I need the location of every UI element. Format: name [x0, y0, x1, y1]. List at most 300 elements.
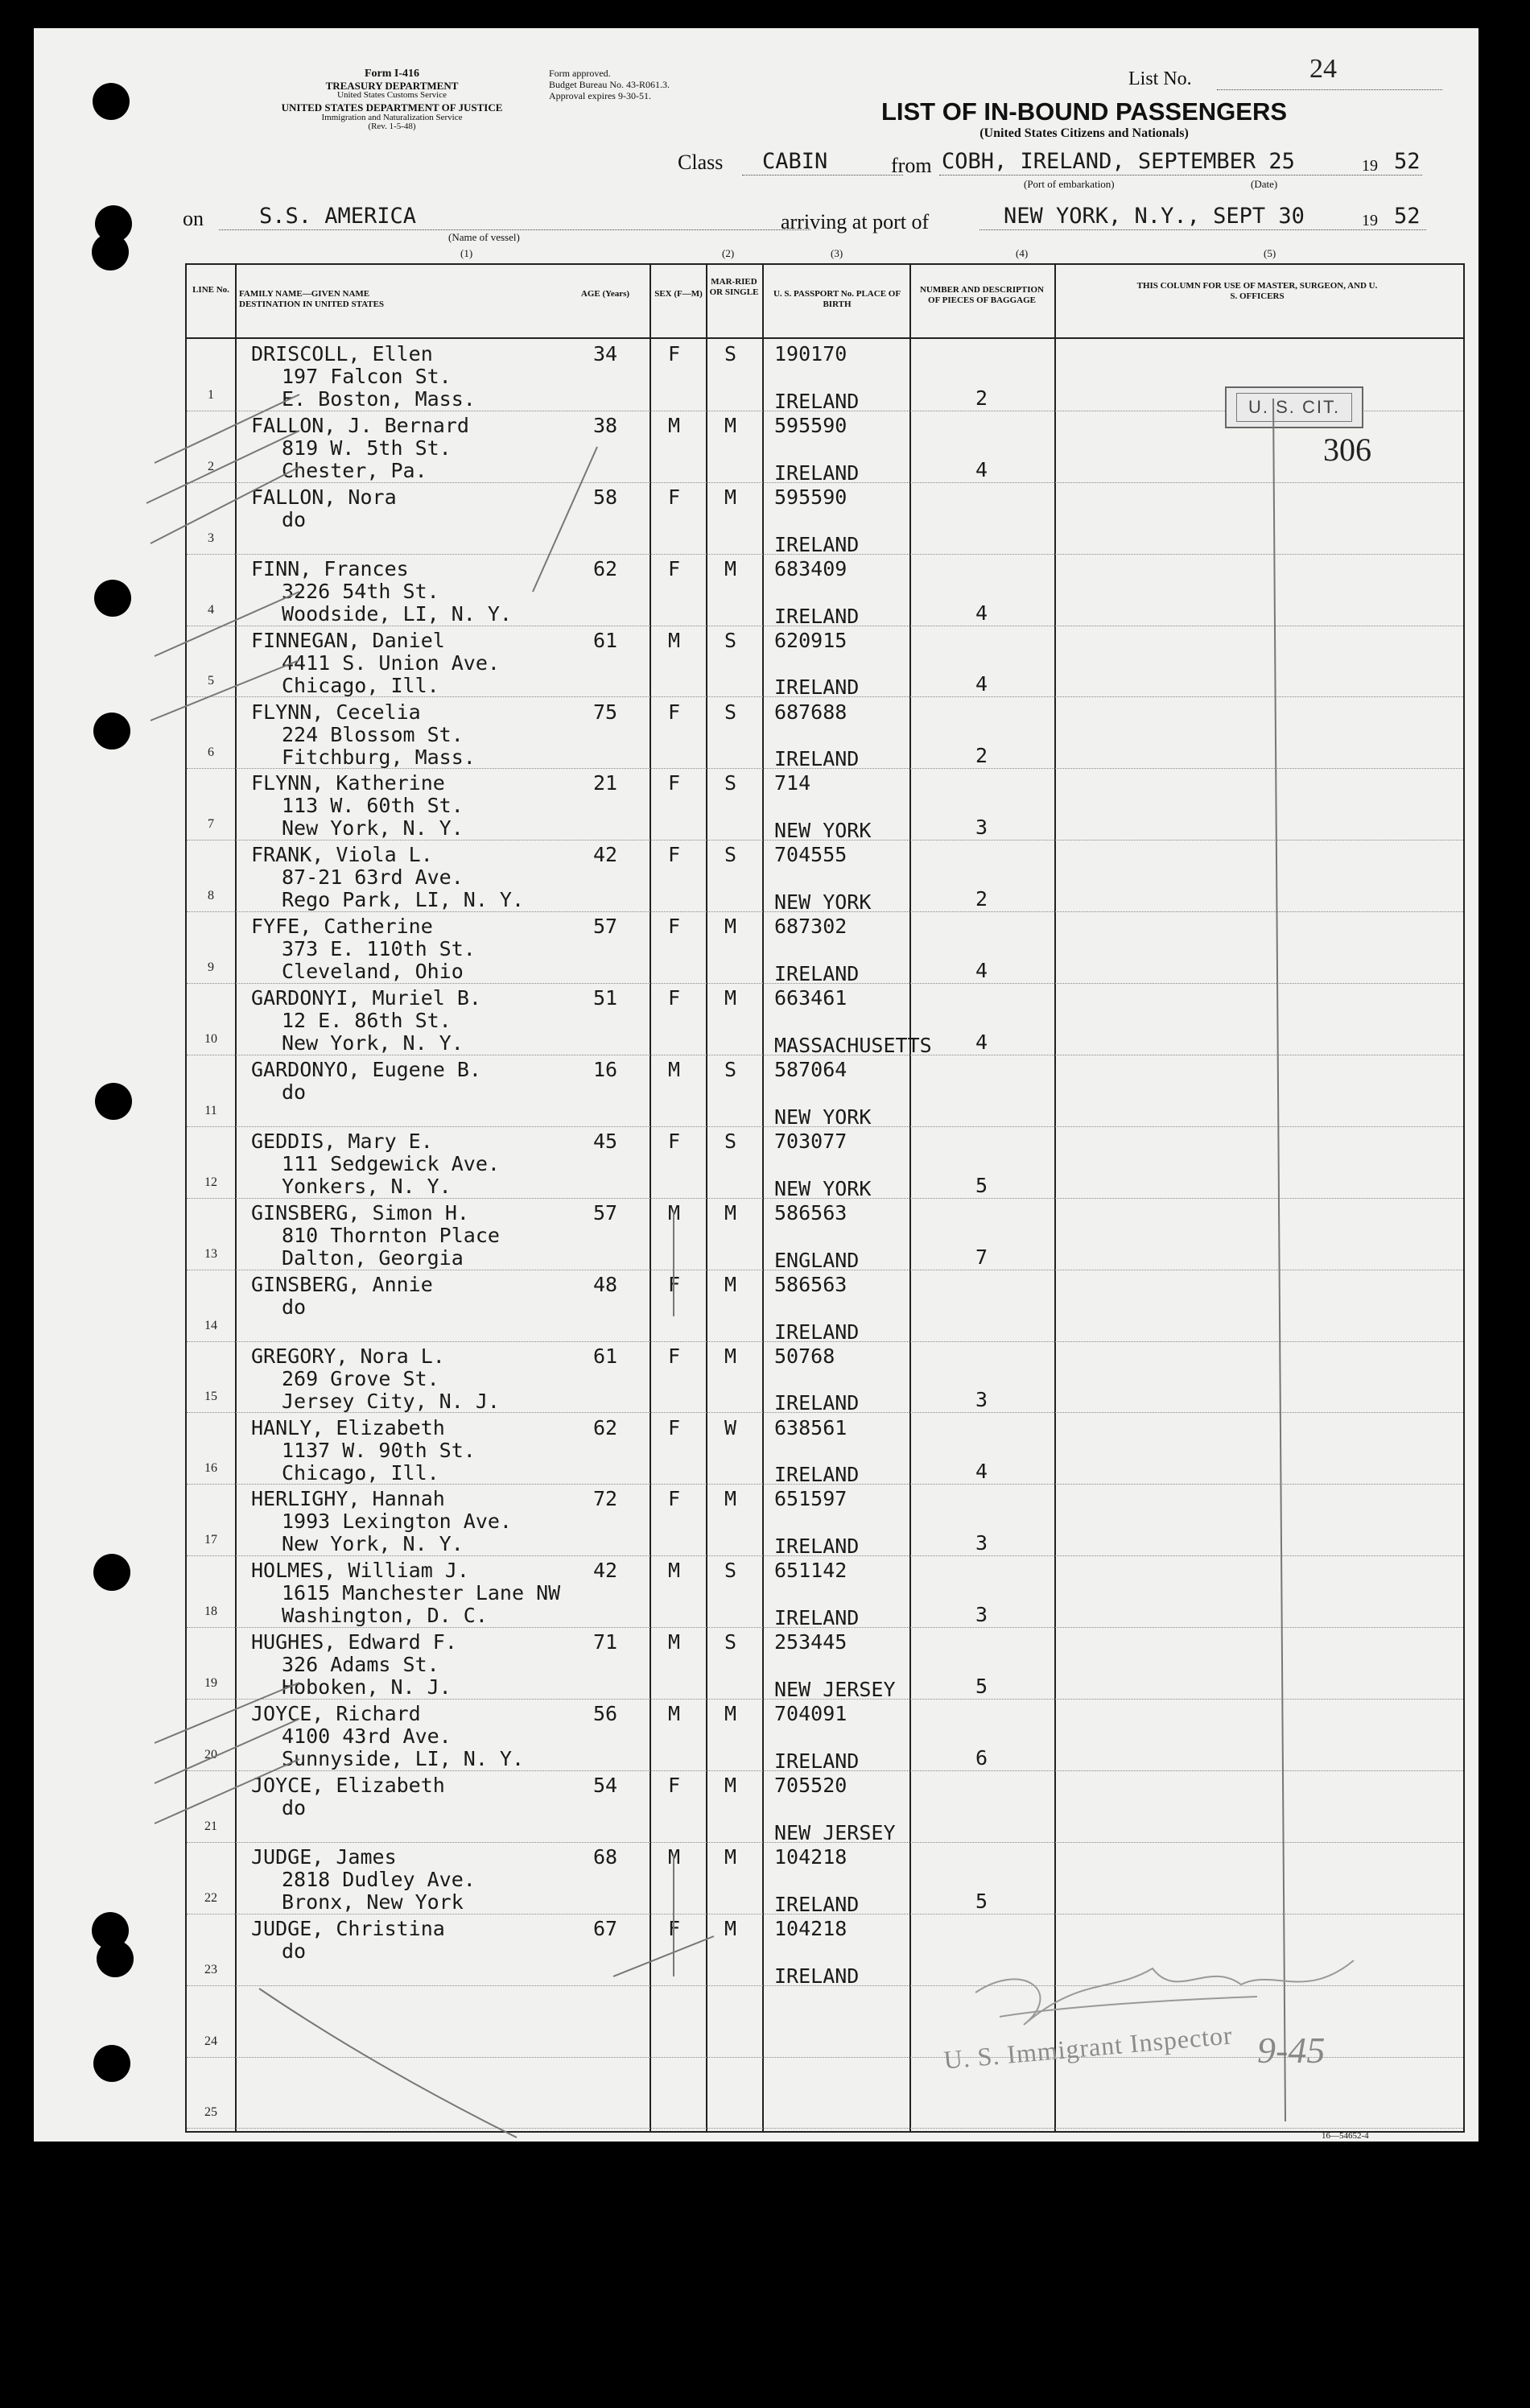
cell-passport: 595590 — [774, 413, 847, 437]
cell-age: 67 — [593, 1916, 618, 1940]
cell-sex: M — [668, 1630, 681, 1654]
date-caption: (Date) — [1251, 178, 1278, 190]
col-header-line: LINE No. — [192, 285, 229, 295]
punch-hole — [93, 1554, 130, 1591]
cell-ms: M — [724, 1200, 737, 1225]
col-number-1: (1) — [460, 247, 473, 259]
cell-addr1: do — [282, 1796, 307, 1819]
us-citizen-stamp — [1225, 386, 1363, 428]
vessel-caption: (Name of vessel) — [448, 231, 520, 243]
cell-sex: M — [668, 1844, 681, 1869]
cell-birth: IRELAND — [774, 461, 860, 485]
cell-birth: ENGLAND — [774, 1248, 860, 1272]
cell-addr2: Jersey City, N. J. — [282, 1389, 500, 1413]
cell-ms: S — [724, 843, 737, 867]
port-caption: (Port of embarkation) — [1024, 178, 1115, 190]
footer-code: 16—54652-4 — [1322, 2131, 1369, 2141]
cell-name: GREGORY, Nora L. — [251, 1344, 445, 1368]
cell-birth: IRELAND — [774, 1964, 860, 1988]
cell-passport: 104218 — [774, 1844, 847, 1869]
punch-hole — [92, 233, 129, 271]
cell-bags: 4 — [975, 672, 988, 696]
cell-age: 62 — [593, 556, 618, 580]
class-value: CABIN — [762, 149, 828, 174]
table-row — [187, 1055, 1463, 1129]
col-header-officers: THIS COLUMN FOR USE OF MASTER, SURGEON, AND U. S. OFFICERS — [1136, 281, 1378, 302]
cell-birth: MASSACHUSETTS — [774, 1033, 932, 1057]
cell-birth: NEW JERSEY — [774, 1820, 896, 1844]
agency-block — [183, 68, 601, 132]
cell-sex: F — [668, 1415, 681, 1439]
cell-birth: IRELAND — [774, 747, 860, 771]
cell-addr2: Chicago, Ill. — [282, 673, 439, 697]
table-row — [187, 697, 1463, 769]
cell-ms: M — [724, 1844, 737, 1869]
cell-passport: 703077 — [774, 1129, 847, 1153]
cell-name: HANLY, Elizabeth — [251, 1415, 445, 1439]
cell-addr1: 197 Falcon St. — [282, 365, 452, 388]
page-title: LIST OF IN-BOUND PASSENGERS — [880, 97, 1288, 126]
table-row — [187, 1770, 1463, 1842]
cell-addr2: Fitchburg, Mass. — [282, 745, 476, 769]
cell-bags: 4 — [975, 457, 988, 481]
cell-addr1: 269 Grove St. — [282, 1366, 439, 1390]
cell-age: 42 — [593, 1559, 618, 1583]
punch-hole — [94, 580, 131, 617]
punch-hole — [97, 1940, 134, 1977]
cell-birth: NEW YORK — [774, 890, 872, 915]
from-label: from — [891, 154, 932, 177]
table-row — [187, 768, 1463, 843]
cell-line: 11 — [204, 1103, 217, 1117]
cell-line: 7 — [208, 817, 214, 832]
cell-passport: 595590 — [774, 485, 847, 509]
cell-addr1: 111 Sedgewick Ave. — [282, 1151, 500, 1175]
list-no-label: List No. — [1128, 68, 1192, 89]
cell-addr2: Cleveland, Ohio — [282, 960, 464, 984]
cell-addr2: Yonkers, N. Y. — [282, 1174, 452, 1198]
cell-name: HUGHES, Edward F. — [251, 1630, 457, 1654]
cell-birth: IRELAND — [774, 962, 860, 986]
cell-passport: 638561 — [774, 1415, 847, 1439]
col-header-age: AGE (Years) — [580, 289, 630, 299]
cell-addr1: do — [282, 1080, 307, 1104]
from-line — [939, 175, 1422, 176]
passenger-list-page — [34, 28, 1478, 2142]
cell-passport: 663461 — [774, 986, 847, 1010]
cell-name: JUDGE, James — [251, 1844, 397, 1869]
table-row — [187, 983, 1463, 1055]
cell-addr1: 2818 Dudley Ave. — [282, 1867, 476, 1891]
cell-sex: M — [668, 413, 681, 437]
punch-hole — [93, 2045, 130, 2082]
cell-addr1: 810 Thornton Place — [282, 1223, 500, 1247]
cell-bags: 3 — [975, 1531, 988, 1555]
col-header-sex: SEX (F—M) — [654, 289, 703, 299]
table-row — [187, 1842, 1463, 1914]
cell-passport: 687302 — [774, 915, 847, 939]
cell-ms: M — [724, 485, 737, 509]
vessel-name: S.S. AMERICA — [259, 204, 417, 229]
cell-bags: 5 — [975, 1889, 988, 1913]
cell-name: JOYCE, Richard — [251, 1702, 421, 1726]
cell-passport: 705520 — [774, 1774, 847, 1797]
list-no-line — [1217, 89, 1442, 90]
table-row — [187, 1484, 1463, 1559]
inspector-initials: 9-45 — [1257, 2030, 1326, 2071]
cell-sex: F — [668, 915, 681, 939]
cell-line: 24 — [204, 2034, 217, 2048]
page-subtitle: (United States Citizens and Nationals) — [979, 126, 1189, 140]
cell-line: 9 — [208, 960, 214, 975]
cell-bags: 4 — [975, 1460, 988, 1484]
cell-passport: 704091 — [774, 1702, 847, 1726]
cell-passport: 587064 — [774, 1058, 847, 1081]
cell-ms: S — [724, 1129, 737, 1153]
cell-sex: M — [668, 1058, 681, 1081]
cell-ms: S — [724, 1058, 737, 1081]
cell-addr1: 12 E. 86th St. — [282, 1009, 452, 1033]
cell-addr2: E. Boston, Mass. — [282, 387, 476, 411]
treasury-label: TREASURY DEPARTMENT — [325, 79, 459, 92]
col-number-3: (3) — [831, 247, 843, 259]
cell-sex: F — [668, 700, 681, 724]
cell-bags: 6 — [975, 1745, 988, 1770]
cell-ms: W — [724, 1415, 737, 1439]
cell-bags: 4 — [975, 1030, 988, 1054]
cell-ms: M — [724, 1344, 737, 1368]
cell-line: 19 — [204, 1676, 217, 1691]
justice-label: UNITED STATES DEPARTMENT OF JUSTICE — [281, 101, 503, 114]
on-label: on — [183, 207, 204, 230]
cell-bags: 7 — [975, 1245, 988, 1269]
cell-addr1: 87-21 63rd Ave. — [282, 865, 464, 890]
cell-bags: 3 — [975, 1603, 988, 1627]
col-header-married: MAR-RIED OR SINGLE — [709, 277, 759, 298]
from-year: 52 — [1394, 149, 1421, 174]
cell-passport: 50768 — [774, 1344, 835, 1368]
table-row — [187, 554, 1463, 626]
passenger-count: 306 — [1323, 432, 1371, 468]
cell-addr2: Hoboken, N. J. — [282, 1675, 452, 1700]
cell-ms: M — [724, 915, 737, 939]
cell-name: GARDONYO, Eugene B. — [251, 1058, 481, 1081]
cell-ms: S — [724, 342, 737, 366]
cell-sex: F — [668, 843, 681, 867]
cell-passport: 687688 — [774, 700, 847, 724]
cell-sex: M — [668, 1559, 681, 1583]
cell-name: GINSBERG, Annie — [251, 1272, 433, 1296]
cell-passport: 714 — [774, 771, 811, 795]
title-block — [855, 99, 1313, 140]
cell-birth: IRELAND — [774, 1320, 860, 1344]
cell-addr1: 819 W. 5th St. — [282, 436, 452, 460]
from-year-prefix: 19 — [1362, 157, 1378, 175]
cell-name: FALLON, J. Bernard — [251, 413, 469, 437]
cell-addr2: Washington, D. C. — [282, 1604, 488, 1628]
cell-birth: IRELAND — [774, 1606, 860, 1630]
cell-ms: M — [724, 1272, 737, 1296]
cell-birth: IRELAND — [774, 1391, 860, 1415]
cell-line: 20 — [204, 1747, 217, 1762]
cell-age: 56 — [593, 1702, 618, 1726]
cell-sex: F — [668, 1774, 681, 1797]
cell-addr2: Bronx, New York — [282, 1890, 464, 1914]
cell-age: 54 — [593, 1774, 618, 1797]
customs-label: United States Customs Service — [337, 90, 447, 101]
us-citizen-stamp-text: U. S. CIT. — [1236, 393, 1352, 422]
cell-line: 25 — [204, 2105, 217, 2120]
approval-line-2: Budget Bureau No. 43-R061.3. — [549, 78, 670, 90]
cell-age: 58 — [593, 485, 618, 509]
cell-birth: IRELAND — [774, 389, 860, 413]
cell-age: 51 — [593, 986, 618, 1010]
cell-sex: F — [668, 1272, 681, 1296]
cell-addr2: New York, N. Y. — [282, 1031, 464, 1055]
cell-name: JUDGE, Christina — [251, 1916, 445, 1940]
cell-passport: 651597 — [774, 1487, 847, 1511]
cell-age: 57 — [593, 915, 618, 939]
cell-name: FLYNN, Katherine — [251, 771, 445, 795]
cell-line: 13 — [204, 1246, 217, 1261]
cell-passport: 704555 — [774, 843, 847, 867]
cell-line: 17 — [204, 1533, 217, 1547]
cell-age: 21 — [593, 771, 618, 795]
cell-sex: F — [668, 1916, 681, 1940]
cell-name: GEDDIS, Mary E. — [251, 1129, 433, 1153]
cell-bags: 3 — [975, 816, 988, 840]
cell-name: HERLIGHY, Hannah — [251, 1487, 445, 1511]
cell-name: FALLON, Nora — [251, 485, 397, 509]
col-header-name: FAMILY NAME—GIVEN NAME DESTINATION IN UNITED STATES — [239, 289, 385, 310]
cell-addr1: 113 W. 60th St. — [282, 794, 464, 818]
cell-sex: F — [668, 771, 681, 795]
col-header-baggage: NUMBER AND DESCRIPTION OF PIECES OF BAGGAGE — [919, 285, 1045, 306]
table-row — [187, 1413, 1463, 1485]
cell-age: 48 — [593, 1272, 618, 1296]
cell-age: 61 — [593, 1344, 618, 1368]
table-row — [187, 482, 1463, 554]
cell-line: 18 — [204, 1605, 217, 1619]
cell-passport: 586563 — [774, 1200, 847, 1225]
cell-line: 6 — [208, 746, 214, 760]
cell-bags: 4 — [975, 959, 988, 983]
row-divider — [187, 2128, 1463, 2129]
cell-ms: S — [724, 628, 737, 652]
cell-addr1: 373 E. 110th St. — [282, 937, 476, 961]
cell-name: JOYCE, Elizabeth — [251, 1774, 445, 1797]
ins-label: Immigration and Naturalization Service — [321, 112, 463, 122]
cell-name: FINNEGAN, Daniel — [251, 628, 445, 652]
class-label: Class — [678, 151, 724, 174]
cell-addr2: Sunnyside, LI, N. Y. — [282, 1747, 525, 1771]
cell-addr2: New York, N. Y. — [282, 1532, 464, 1556]
cell-line: 15 — [204, 1390, 217, 1404]
cell-bags: 3 — [975, 1388, 988, 1412]
cell-age: 42 — [593, 843, 618, 867]
arrival-line — [979, 229, 1426, 230]
cell-line: 3 — [208, 531, 214, 545]
table-row — [187, 1341, 1463, 1413]
punch-hole — [95, 1083, 132, 1120]
cell-name: GINSBERG, Simon H. — [251, 1200, 469, 1225]
vessel-line — [219, 229, 810, 230]
arrival-year: 52 — [1394, 204, 1421, 229]
arrival-port: NEW YORK, N.Y., SEPT 30 — [1004, 204, 1305, 229]
cell-age: 71 — [593, 1630, 618, 1654]
cell-passport: 190170 — [774, 342, 847, 366]
cell-addr1: 224 Blossom St. — [282, 722, 464, 746]
cell-sex: F — [668, 1129, 681, 1153]
cell-passport: 683409 — [774, 556, 847, 580]
cell-age: 61 — [593, 628, 618, 652]
cell-ms: S — [724, 1630, 737, 1654]
cell-bags: 4 — [975, 601, 988, 625]
cell-addr1: 4411 S. Union Ave. — [282, 651, 500, 675]
cell-line: 2 — [208, 459, 214, 473]
cell-passport: 586563 — [774, 1272, 847, 1296]
cell-ms: M — [724, 1774, 737, 1797]
cell-line: 10 — [204, 1031, 217, 1046]
cell-line: 1 — [208, 387, 214, 402]
cell-birth: IRELAND — [774, 1534, 860, 1559]
cell-age: 62 — [593, 1415, 618, 1439]
cell-line: 22 — [204, 1890, 217, 1905]
cell-age: 16 — [593, 1058, 618, 1081]
cell-ms: M — [724, 1916, 737, 1940]
punch-hole — [93, 712, 130, 750]
cell-ms: M — [724, 1702, 737, 1726]
table-row — [187, 1126, 1463, 1198]
cell-bags: 2 — [975, 386, 988, 410]
cell-addr2: New York, N. Y. — [282, 816, 464, 841]
cell-addr1: 3226 54th St. — [282, 579, 439, 603]
cell-name: FYFE, Catherine — [251, 915, 433, 939]
cell-line: 4 — [208, 602, 214, 617]
punch-hole — [93, 83, 130, 120]
cell-age: 68 — [593, 1844, 618, 1869]
cell-passport: 104218 — [774, 1916, 847, 1940]
cell-age: 34 — [593, 342, 618, 366]
cell-sex: F — [668, 1344, 681, 1368]
cell-addr2: Rego Park, LI, N. Y. — [282, 888, 525, 912]
table-row — [187, 1198, 1463, 1270]
cell-ms: M — [724, 1487, 737, 1511]
cell-passport: 620915 — [774, 628, 847, 652]
cell-addr2: Chester, Pa. — [282, 458, 427, 482]
cell-sex: F — [668, 485, 681, 509]
col-number-2: (2) — [722, 247, 735, 259]
cell-line: 5 — [208, 674, 214, 688]
table-row — [187, 1555, 1463, 1630]
approval-block — [549, 68, 670, 101]
cell-birth: IRELAND — [774, 1892, 860, 1916]
cell-line: 12 — [204, 1175, 217, 1189]
cell-addr1: do — [282, 1295, 307, 1319]
table-row — [187, 1699, 1463, 1773]
cell-birth: NEW YORK — [774, 1105, 872, 1129]
col-number-5: (5) — [1264, 247, 1276, 259]
cell-line: 23 — [204, 1962, 217, 1976]
cell-birth: NEW YORK — [774, 1176, 872, 1200]
cell-addr1: 1137 W. 90th St. — [282, 1438, 476, 1462]
cell-sex: M — [668, 1200, 681, 1225]
cell-name: FINN, Frances — [251, 556, 409, 580]
cell-ms: M — [724, 556, 737, 580]
cell-addr1: do — [282, 1939, 307, 1963]
cell-addr1: 1615 Manchester Lane NW — [282, 1581, 561, 1605]
passenger-table — [185, 263, 1465, 2133]
cell-name: FRANK, Viola L. — [251, 843, 433, 867]
cell-sex: F — [668, 556, 681, 580]
cell-sex: F — [668, 1487, 681, 1511]
cell-age: 38 — [593, 413, 618, 437]
cell-age: 57 — [593, 1200, 618, 1225]
cell-addr1: 4100 43rd Ave. — [282, 1724, 452, 1749]
class-line — [742, 175, 903, 176]
table-row — [187, 1914, 1463, 1988]
cell-bags: 5 — [975, 1173, 988, 1197]
cell-addr1: do — [282, 507, 307, 531]
cell-bags: 2 — [975, 887, 988, 911]
cell-addr2: Dalton, Georgia — [282, 1245, 464, 1270]
from-value: COBH, IRELAND, SEPTEMBER 25 — [942, 149, 1295, 174]
cell-passport: 253445 — [774, 1630, 847, 1654]
cell-addr2: Woodside, LI, N. Y. — [282, 601, 512, 626]
cell-birth: IRELAND — [774, 675, 860, 700]
approval-line-1: Form approved. — [549, 68, 611, 79]
cell-name: GARDONYI, Muriel B. — [251, 986, 481, 1010]
cell-passport: 651142 — [774, 1559, 847, 1583]
col-header-passport: U. S. PASSPORT No. PLACE OF BIRTH — [773, 289, 901, 310]
cell-age: 72 — [593, 1487, 618, 1511]
arrival-year-prefix: 19 — [1362, 212, 1378, 229]
cell-birth: NEW YORK — [774, 819, 872, 843]
table-row — [187, 1270, 1463, 1344]
col-number-4: (4) — [1016, 247, 1029, 259]
cell-line: 21 — [204, 1819, 217, 1833]
cell-sex: F — [668, 342, 681, 366]
cell-line: 8 — [208, 889, 214, 903]
cell-ms: M — [724, 413, 737, 437]
cell-ms: M — [724, 986, 737, 1010]
form-number: Form I-416 — [364, 68, 420, 80]
cell-sex: M — [668, 1702, 681, 1726]
cell-name: DRISCOLL, Ellen — [251, 342, 433, 366]
table-row — [187, 840, 1463, 915]
revision-label: (Rev. 1-5-48) — [368, 122, 416, 132]
cell-addr1: 326 Adams St. — [282, 1653, 439, 1677]
approval-line-3: Approval expires 9-30-51. — [549, 89, 651, 101]
cell-sex: F — [668, 986, 681, 1010]
cell-addr2: Chicago, Ill. — [282, 1460, 439, 1485]
cell-age: 45 — [593, 1129, 618, 1153]
cell-line: 16 — [204, 1461, 217, 1476]
cell-ms: S — [724, 771, 737, 795]
cell-addr1: 1993 Lexington Ave. — [282, 1510, 512, 1534]
cell-name: FLYNN, Cecelia — [251, 700, 421, 724]
cell-birth: IRELAND — [774, 1749, 860, 1773]
cell-ms: S — [724, 1559, 737, 1583]
cell-age: 75 — [593, 700, 618, 724]
table-row — [187, 911, 1463, 986]
cell-ms: S — [724, 700, 737, 724]
immigrant-inspector-stamp: U. S. Immigrant Inspector — [942, 2020, 1234, 2075]
cell-birth: IRELAND — [774, 532, 860, 556]
list-no-value: 24 — [1309, 54, 1337, 84]
arriving-label: arriving at port of — [781, 210, 930, 233]
cell-bags: 5 — [975, 1675, 988, 1699]
